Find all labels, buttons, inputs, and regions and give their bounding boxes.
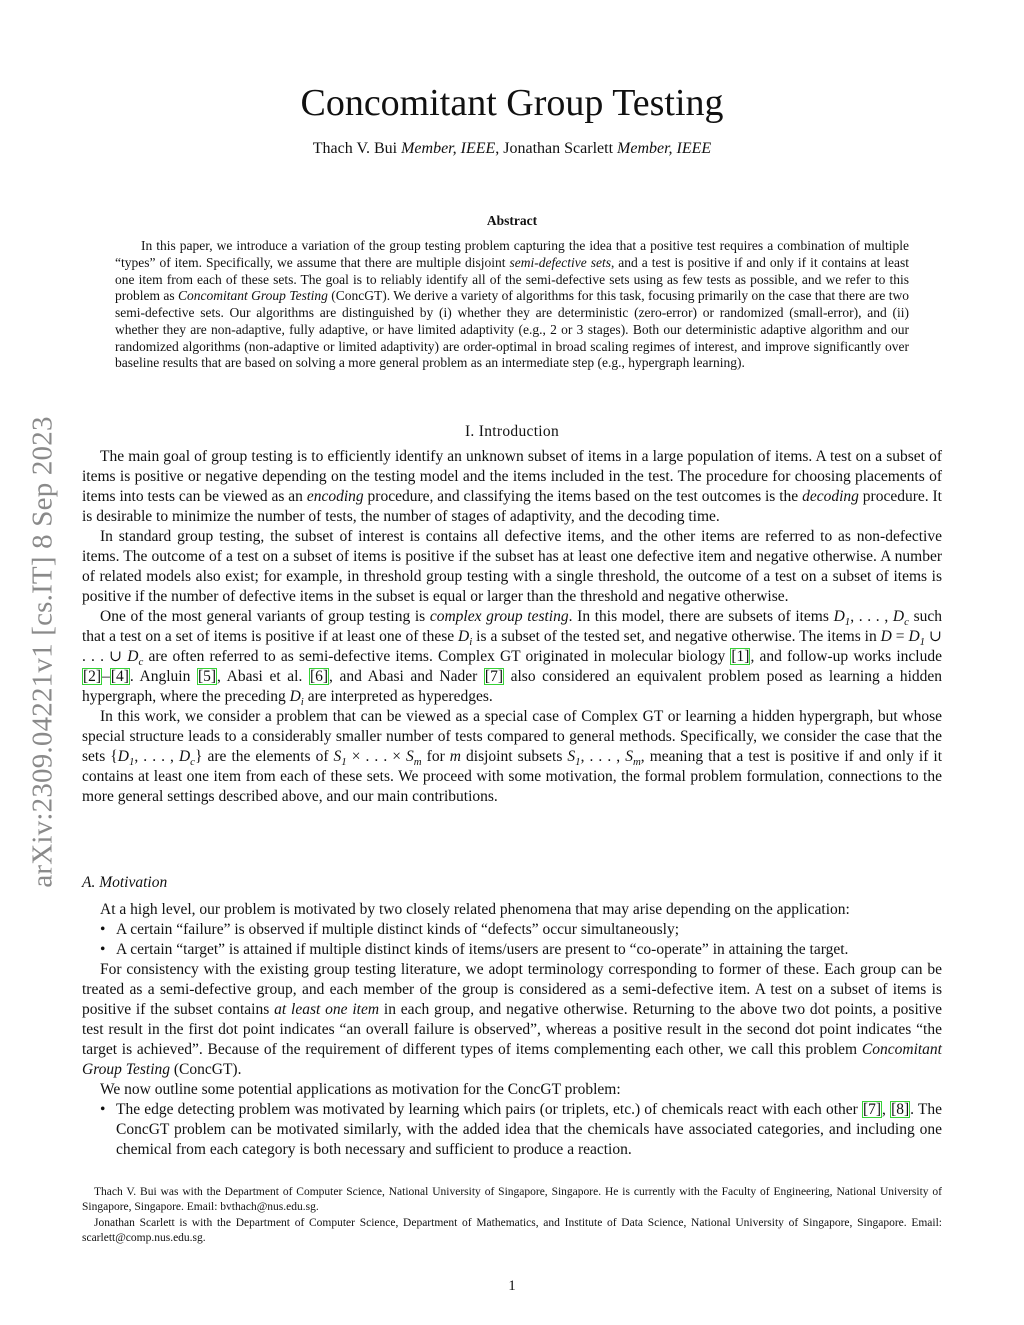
bullet-list-applications [82, 1100, 942, 1160]
math-sym: D [289, 688, 301, 705]
math-sym: D [892, 608, 905, 625]
math-sym: D [458, 628, 470, 645]
math-sub: 1 [919, 636, 926, 649]
author-1-name: Thach V. Bui [312, 140, 398, 157]
math-d1-to-dc [833, 608, 909, 629]
bullet-item-failure [82, 920, 942, 940]
bullet-list-phenomena [82, 920, 942, 960]
intro-p1-text-b: procedure, and classifying the items based on the test outcomes is the [363, 488, 803, 505]
citation-link-8[interactable]: [8] [891, 1101, 910, 1118]
math-m: m [449, 748, 461, 765]
intro-p3-text-c: such that a test on a set of items is positive if at least one of these [82, 608, 942, 645]
math-sub: i [469, 636, 473, 649]
math-sym: D [833, 608, 845, 625]
citation-link-6[interactable]: [6] [309, 668, 329, 685]
citation-link-7[interactable]: [7] [862, 1101, 882, 1118]
motivation-paragraph-2 [82, 960, 942, 1080]
intro-p3-text-l: are interpreted as hyperedges. [303, 688, 493, 705]
intro-p1-emph-encoding: encoding [306, 488, 364, 505]
author-line [0, 138, 1024, 160]
intro-paragraph-1 [82, 447, 942, 527]
motivation-p2-emph-2: Concomitant Group Testing [82, 1041, 942, 1078]
abstract-emph-1: semi-defective sets [509, 254, 611, 270]
citation-link-5[interactable]: [5] [197, 668, 217, 685]
intro-p3-emph: complex group testing [429, 608, 569, 625]
bullet-dot-icon: • [100, 921, 106, 938]
intro-p4-text-c: for [421, 748, 450, 765]
intro-p4-text-d: disjoint subsets [461, 748, 568, 765]
math-di [458, 628, 473, 649]
intro-p4-text-b: are the elements of [202, 748, 334, 765]
bullet-text-c: . The ConcGT problem can be motivated similarly, with the added idea that the chemicals have associated categories, and including one chemical from each category is both necessary and sufficient to produce a reaction. [116, 1101, 942, 1158]
math-brace: { [110, 748, 118, 765]
math-sub: m [413, 756, 422, 769]
math-sub: i [300, 696, 304, 709]
bullet-dot-icon: • [100, 941, 106, 958]
footnote-author-2: Jonathan Scarlett is with the Department of Computer Science, Department of Mathematics, and Institute of Data Science, National University of Singapore, Singapore. Email: scarlett@comp.nus.edu.sg. [82, 1217, 942, 1244]
arxiv-stamp: arXiv:2309.04221v1 [cs.IT] 8 Sep 2023 [26, 416, 59, 888]
intro-p4-text-a: In this work, we consider a problem that can be viewed as a special case of Complex GT or learning a hidden hypergraph, but whose special structure leads to a considerably smaller number of tests compared to general methods. Specifically, we consider the case that the sets [82, 708, 942, 765]
author-1-role: Member, IEEE [401, 140, 496, 157]
intro-p3-dash: – [102, 668, 110, 685]
math-sub: 1 [128, 756, 135, 769]
citation-link-2[interactable]: [2] [83, 668, 102, 685]
math-sub: m [632, 756, 641, 769]
math-dots: , . . . , [850, 608, 893, 625]
abstract-emph-2: Concomitant Group Testing [178, 288, 328, 304]
math-product [333, 748, 422, 769]
footnote-author-1: Thach V. Bui was with the Department of Computer Science, National University of Singapore, Singapore. He is currently with the Faculty of Engineering, National University of Singapore, Singapore. Email: bvthach@nus.edu.sg. [82, 1186, 942, 1213]
intro-p3-text-b: . In this model, there are subsets of items [568, 608, 834, 625]
bullet-text-sep: , [882, 1101, 891, 1118]
abstract-text-3: (ConcGT). We derive a variety of algorithms for this task, focusing primarily on the case that there are two semi-defective sets. Our algorithms are distinguished by (i) whether they are deterministic (zero-error) or randomized (small-error), and (ii) whether they are non-adaptive, fully adaptive, or have limited adaptivity (e.g., 2 or 3 stages). Both our deterministic adaptive algorithm and our randomized algorithms (non-adaptive or limited adaptivity) are order-optimal in broad scaling regimes of interest, and improve significantly over baseline results that are based on solving a more general problem as an intermediate step (e.g., hypergraph learning). [115, 288, 910, 371]
math-sym: D [178, 748, 191, 765]
math-sym: S [567, 748, 576, 765]
bullet-text-a: The edge detecting problem was motivated by learning which pairs (or triplets, etc.) of chemicals react with each other [116, 1101, 862, 1118]
motivation-body [82, 900, 942, 1160]
motivation-p2-emph-1: at least one item [274, 1001, 380, 1018]
bullet-dot-icon: • [100, 1101, 106, 1118]
footnotes [82, 1185, 942, 1247]
math-op: = [891, 628, 909, 645]
math-sub: 1 [341, 756, 347, 769]
abstract-text-2: , and a test is positive if and only if it contains at least one item from each of these sets. The goal is to reliably identify all of the semi-defective sets using as few tests as possible, and we refer to this problem as [115, 254, 909, 304]
intro-paragraph-4 [82, 707, 942, 807]
intro-paragraph-2: In standard group testing, the subset of interest is contains all defective items, and the other items are referred to as non-defective items. The outcome of a test on a subset of items is positive if the subset has at least one defective item and negative otherwise. A number of related models also exist; for example, in threshold group testing with a single threshold, the outcome of a test on a subset of items is positive if the number of defective items in the subset is equal or larger than the threshold and negative otherwise. [82, 528, 942, 605]
math-brace: } [195, 748, 203, 765]
math-sym: D [908, 628, 920, 645]
math-sym: D [117, 748, 129, 765]
citation-link-4[interactable]: [4] [110, 668, 129, 685]
bullet-item-target [82, 940, 942, 960]
citation-link-7[interactable]: [7] [484, 668, 503, 685]
math-dots: , . . . , [134, 748, 179, 765]
math-sym: D [127, 648, 139, 665]
math-sub: c [138, 656, 144, 669]
author-2-name: Jonathan Scarlett [503, 140, 614, 157]
math-di [289, 688, 304, 709]
motivation-p2-text-b: in each group, and negative otherwise. Returning to the above two dot points, a positive test result in the first dot point indicates “an overall failure is observed”, whereas a positive result in the second dot point indicates “the target is achieved”. Because of the requirement of different types of items complementing each other, we call this problem [82, 1001, 943, 1058]
author-2-role: Member, IEEE [617, 140, 712, 157]
abstract-heading: Abstract [486, 213, 538, 228]
math-s1-to-sm [567, 748, 641, 769]
math-sub: c [904, 616, 909, 629]
intro-p3-text-h: . Angluin [129, 668, 197, 685]
math-sym: S [333, 748, 342, 765]
author-separator: , [495, 140, 504, 157]
intro-p3-text-a: One of the most general variants of group testing is [100, 608, 430, 625]
bullet-item-edge-detecting [82, 1100, 942, 1160]
subsection-heading-motivation: A. Motivation [82, 874, 168, 891]
intro-p1-text-c: procedure. It is desirable to minimize the number of tests, the number of stages of adaptivity, and the decoding time. [82, 488, 942, 525]
intro-p3-text-k: also considered an equivalent problem posed as learning a hidden hypergraph, where the preceding [82, 668, 943, 705]
math-sub: 1 [844, 616, 851, 629]
motivation-p2-text-c: (ConcGT). [170, 1061, 242, 1078]
math-op: × . . . × [346, 748, 407, 765]
math-sym: S [406, 748, 414, 765]
paper-title: Concomitant Group Testing [300, 82, 724, 124]
abstract-text-1: In this paper, we introduce a variation of the group testing problem capturing the idea that a positive test requires a combination of multiple “types” of item. Specifically, we assume that there are multiple disjoint [115, 238, 909, 270]
section-heading-introduction: I. Introduction [464, 423, 560, 440]
introduction-body [82, 447, 942, 807]
intro-paragraph-3 [82, 607, 942, 707]
intro-p1-text-a: The main goal of group testing is to efficiently identify an unknown subset of items in a large population of items. A test on a subset of items is positive or negative depending on the testing model and the items included in the test. The procedure for choosing placements of items into tests can be viewed as an [82, 448, 942, 505]
math-set-d [110, 748, 203, 769]
page-number: 1 [508, 1278, 516, 1294]
math-op: ∪ . . . ∪ [82, 628, 942, 665]
intro-p3-text-e: are often referred to as semi-defective items. Complex GT originated in molecular biology [143, 648, 731, 665]
intro-p3-text-j: , and Abasi and Nader [329, 668, 484, 685]
math-dots: , . . . , [580, 748, 626, 765]
intro-p3-text-f: , and follow-up works include [750, 648, 942, 665]
math-sub: 1 [575, 756, 581, 769]
math-sub: c [190, 756, 195, 769]
abstract-body [115, 238, 909, 372]
intro-p3-text-d: is a subset of the tested set, and negative otherwise. The items in [472, 628, 881, 645]
intro-p1-emph-decoding: decoding [802, 488, 859, 505]
motivation-p2-text-a: For consistency with the existing group testing literature, we adopt terminology corresponding to former of these. Each group can be treated as a semi-defective group, and each member of the group is considered as a semi-defective item. A test on a subset of items is positive if the subset contains [82, 961, 942, 1018]
motivation-paragraph-3: We now outline some potential applications as motivation for the ConcGT problem: [100, 1081, 621, 1098]
math-sym: D [880, 628, 892, 645]
bullet-text-failure: A certain “failure” is observed if multiple distinct kinds of “defects” occur simultaneously; [116, 921, 679, 938]
citation-link-1[interactable]: [1] [731, 648, 750, 665]
bullet-text-target: A certain “target” is attained if multiple distinct kinds of items/users are present to “co-operate” in attaining the target. [116, 941, 849, 958]
intro-p3-text-i: , Abasi et al. [217, 668, 309, 685]
math-sym: S [625, 748, 633, 765]
motivation-paragraph-1: At a high level, our problem is motivated by two closely related phenomena that may arise depending on the application: [100, 901, 850, 918]
intro-p4-text-e: , meaning that a test is positive if and only if it contains at least one item from each of these sets. We proceed with some motivation, the formal problem formulation, connections to the more general settings described above, and our main contributions. [82, 748, 943, 805]
